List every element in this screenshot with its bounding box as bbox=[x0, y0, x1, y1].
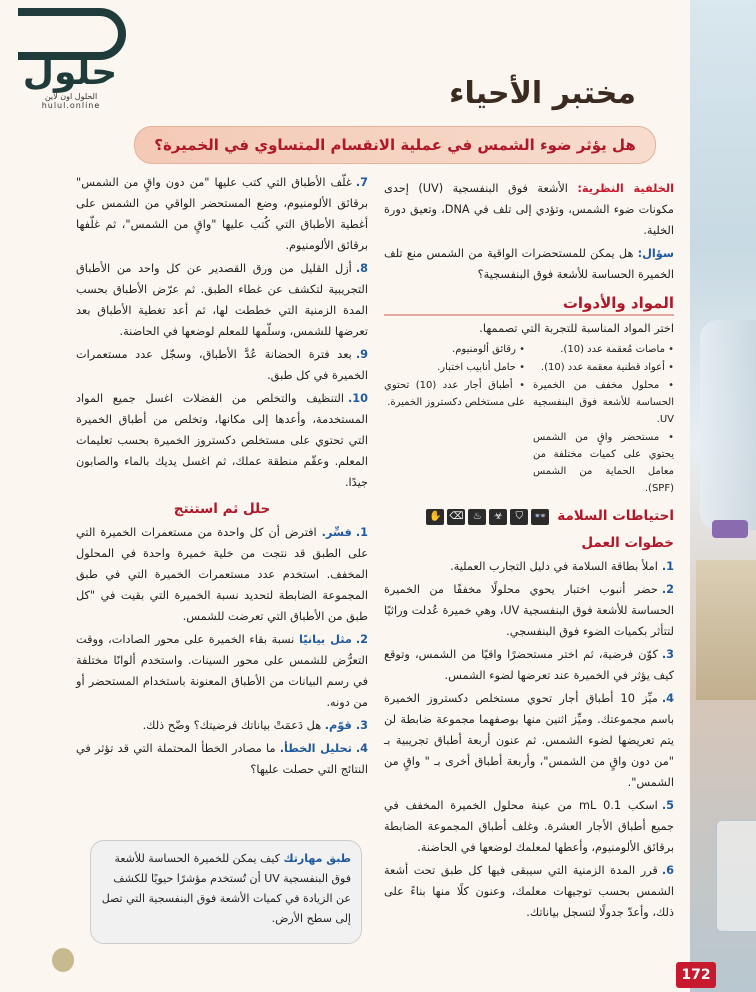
eye-safety-icon: 👓 bbox=[531, 509, 549, 525]
right-column bbox=[384, 178, 674, 925]
analysis-item: 2.مثل بيانيًا نسبة بقاء الخميرة على محور الصادات، ووقت التعرُّض للشمس على محور السينات. واستخدم ألوانًا مختلفة في رسم البيانات من الأطباق المعنونة باستخدام المستحضر أو من دونه. bbox=[76, 633, 369, 709]
lab-question-paragraph bbox=[384, 243, 674, 285]
procedure-step: 1.املأ بطاقة السلامة في دليل التجارب العملية. bbox=[450, 560, 674, 573]
background-text: الأشعة فوق البنفسجية (UV) إحدى مكونات ضوء الشمس، وتؤدي إلى تلف في DNA، وتعيق دورة الخلية. bbox=[384, 182, 674, 237]
hand-wash-icon: ✋ bbox=[426, 509, 444, 525]
procedure-step: 5.اسكب 0.1 mL من عينة محلول الخميرة المخفف في جميع أطباق الأجار العشرة. وغلف أطباق المجموعة الضابطة برقائق الألومنيوم، وأعطها لمعلمك لوضعها في الحاضنة. bbox=[384, 799, 674, 854]
procedure-step: 7.غلّف الأطباق التي كتب عليها "من دون واقٍ من الشمس" برقائق الألومنيوم، وضع المستحضر الواقي من الشمس على أغطية الأطباق التي كُتب عليها "واقٍ من الشمس"، ثم غلّفها برقائق الألومنيوم. bbox=[76, 176, 368, 252]
waste-icon: ⌫ bbox=[447, 509, 465, 525]
lab-question-text: هل يمكن للمستحضرات الواقية من الشمس منع تلف الخميرة الحساسة للأشعة فوق البنفسجية؟ bbox=[384, 247, 674, 281]
safety-heading: احتياطات السلامة bbox=[557, 508, 674, 524]
corner-decoration bbox=[52, 948, 74, 972]
procedure-step: 9.بعد فترة الحضانة عُدَّ الأطباق، وسجّل عدد مستعمرات الخميرة في كل طبق. bbox=[76, 348, 368, 382]
procedure-step: 6.قرر المدة الزمنية التي سيبقى فيها كل طبق تحت أشعة الشمس بحسب توجيهات معلمك، وعنون كلًا منها بناءً على ذلك، وأعدّ جدولًا لتسجل بياناتك. bbox=[384, 864, 674, 919]
left-column bbox=[76, 172, 368, 782]
logo-caption bbox=[12, 92, 130, 110]
analysis-item: 1.فسِّر. افترض أن كل واحدة من مستعمرات الخميرة التي على الطبق قد نتجت من خلية خميرة واحدة في المحلول المخفف. استخدم عدد مستعمرات الخميرة التي في طبق المجموعة الضابطة لتحديد نسبة الخميرة التي بقيت في "كل طبق من الأطباق التي تعرضت للشمس. bbox=[76, 526, 368, 623]
materials-intro: اختر المواد المناسبة للتجربة التي تصممها. bbox=[479, 322, 674, 335]
procedure-step: 8.أزل القليل من ورق القصدير عن كل واحد من الأطباق التجريبية لتكشف عن غطاء الطبق. ثم عرّض الأطباق بحسب المدة الزمنية التي خططت لها، ثم أعد تغطية الأطباق بعد تعرضها للشمس، وسلّمها للمعلم لوضعها في الحاضنة. bbox=[76, 262, 368, 338]
logo-sub-ar: الحلول اون لاين bbox=[44, 92, 98, 101]
materials-heading: المواد والأدوات bbox=[384, 293, 674, 316]
bottle-photo bbox=[700, 320, 756, 530]
materials-col-2 bbox=[384, 341, 525, 498]
skill-text: كيف يمكن للخميرة الحساسة للأشعة فوق البنفسجية UV أن تُستخدم مؤشرًا حيويًا للكشف عن الزيادة في كميات الأشعة فوق البنفسجية التي تصل إلى سطح الأرض. bbox=[101, 852, 351, 925]
hot-icon: ♨ bbox=[468, 509, 486, 525]
clothing-icon: ⛉ bbox=[510, 509, 528, 525]
background-paragraph bbox=[384, 178, 674, 241]
analysis-item: 4.تحليل الخطأ. ما مصادر الخطأ المحتملة التي قد تؤثر في النتائج التي حصلت عليها؟ bbox=[76, 742, 368, 776]
safety-icons bbox=[426, 509, 549, 525]
biohazard-icon: ☣ bbox=[489, 509, 507, 525]
procedure-heading: خطوات العمل bbox=[581, 535, 674, 551]
page-title: مختبر الأحياء bbox=[449, 76, 636, 111]
procedure-step: 2.حضر أنبوب اختبار يحوي محلولًا مخففًا من الخميرة الحساسة للأشعة فوق البنفسجية UV، وهي خميرة عُدلت وراثيًا لتتأثر بكميات الضوء فوق البنفسجي. bbox=[384, 583, 674, 638]
apply-skill-box bbox=[90, 840, 362, 944]
material-item: • ماصات مُعقمة عدد (10). bbox=[533, 341, 674, 358]
background-label: الخلفية النظرية: bbox=[577, 182, 674, 195]
procedure-step: 4.ميِّز 10 أطباق أجار تحوي مستخلص دكستروز الخميرة باسم مجموعتك. وميِّز اثنين منها بوصفهما مجموعة ضابطة لن يتم تعريضها لضوء الشمس. ثم عنون أربعة أطباق تجريبية بـ "من دون واقٍ من الشمس"، وأربعة أطباق أخرى بـ " واقٍ من الشمس". bbox=[384, 692, 674, 789]
analysis-heading: حلل ثم استنتج bbox=[173, 501, 271, 517]
question-banner: هل يؤثر ضوء الشمس في عملية الانقسام المتساوي في الخميرة؟ bbox=[134, 126, 656, 164]
material-item: • محلول مخفف من الخميرة الحساسة للأشعة فوق البنفسجية UV. bbox=[533, 377, 674, 428]
lab-question-label: سؤال: bbox=[637, 247, 674, 260]
materials-list bbox=[384, 341, 674, 498]
safety-row bbox=[384, 506, 674, 527]
material-item: • حامل أنابيب اختبار. bbox=[384, 359, 525, 376]
material-item: • رقائق ألومنيوم. bbox=[384, 341, 525, 358]
petri-dishes-photo bbox=[696, 560, 756, 700]
procedure-step: 10.التنظيف والتخلص من الفضلات اغسل جميع المواد المستخدمة، وأعدها إلى مكانها، وتخلص من أطباق الخميرة التي تحتوي على مستخلص دكستروز الخميرة بحسب تعليمات المعلم. وعقّم منطقة عملك، ثم اغسل يديك بالماء والصابون جيدًا. bbox=[76, 392, 368, 489]
bottle-cap-photo bbox=[712, 520, 748, 538]
glass-photo bbox=[716, 820, 756, 932]
analysis-item: 3.قوّم. هل دَعمَتْ بياناتك فرضيتك؟ وضّح ذلك. bbox=[142, 719, 368, 732]
materials-col-1 bbox=[533, 341, 674, 498]
material-item: • أعواد قطنية معقمة عدد (10). bbox=[533, 359, 674, 376]
logo-sub-en: hulul.online bbox=[41, 101, 101, 110]
skill-label: طبق مهارتك bbox=[283, 852, 351, 865]
material-item: • مستحضر واقٍ من الشمس يحتوي على كميات مختلفة من معامل الحماية من الشمس (SPF). bbox=[533, 429, 674, 497]
page-number: 172 bbox=[676, 962, 716, 988]
material-item: • أطباق أجار عدد (10) تحتوي على مستخلص دكستروز الخميرة. bbox=[384, 377, 525, 411]
logo-brand-text: حلول bbox=[22, 52, 118, 93]
watermark-logo bbox=[14, 6, 126, 96]
procedure-step: 3.كوّن فرضية، ثم اختر مستحضرًا واقيًا من الشمس، وتوقع كيف يؤثر في الخميرة عند تعرضها لضوء الشمس. bbox=[384, 648, 674, 682]
